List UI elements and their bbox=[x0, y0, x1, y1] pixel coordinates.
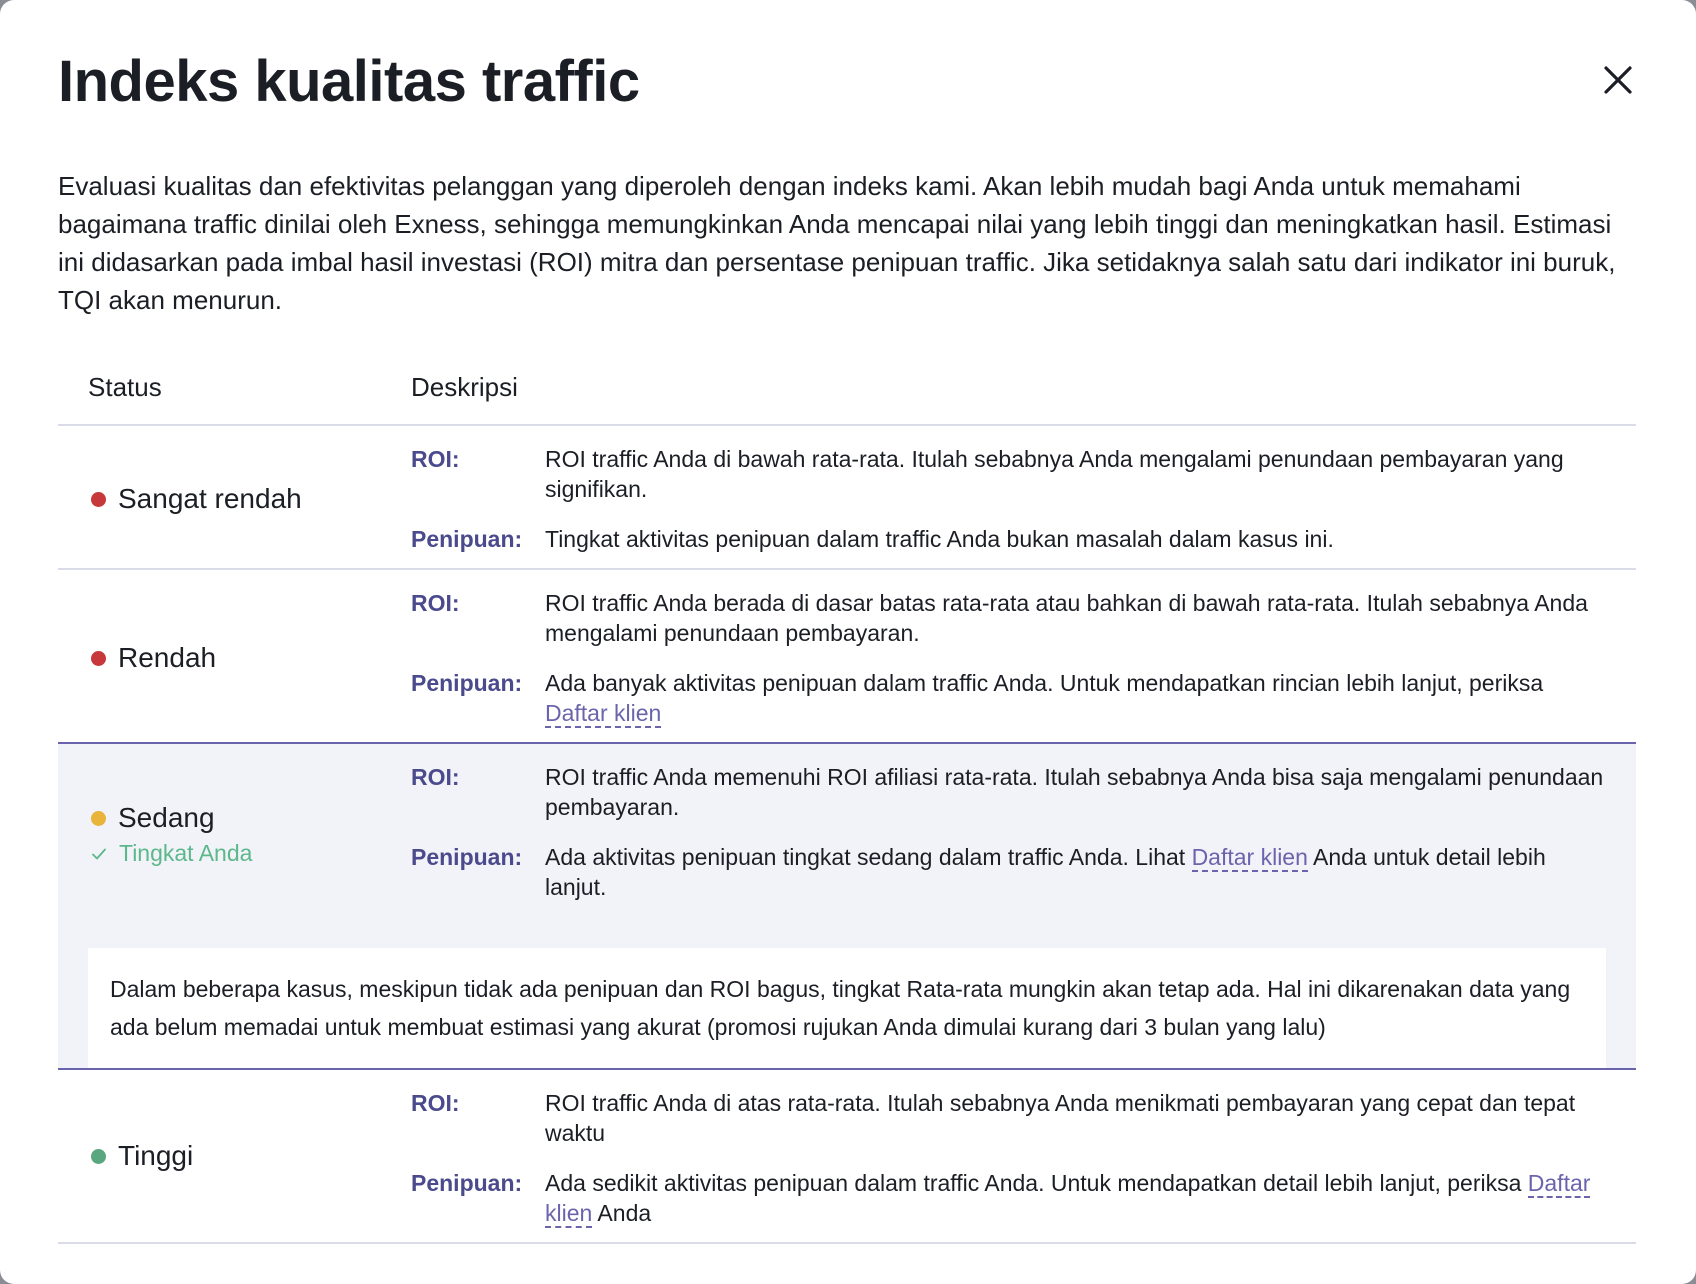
description-cell bbox=[411, 570, 1636, 742]
close-button[interactable] bbox=[1598, 60, 1638, 100]
table-header bbox=[58, 362, 1636, 426]
client-list-link[interactable]: Daftar klien bbox=[545, 1170, 1591, 1226]
status-label: Sangat rendah bbox=[118, 483, 302, 514]
fraud-text-before: Ada sedikit aktivitas penipuan dalam traffic Anda. Untuk mendapatkan detail lebih lanjut, periksa bbox=[545, 1170, 1528, 1196]
status-label: Sedang bbox=[118, 802, 215, 833]
roi-item bbox=[411, 762, 1636, 822]
status-cell bbox=[91, 483, 302, 515]
intro-text: Evaluasi kualitas dan efektivitas pelanggan yang diperoleh dengan indeks kami. Akan lebih mudah bagi Anda untuk memahami bagaimana traffic dinilai oleh Exness, sehingga memungkinkan Anda mencapai nilai yang lebih tinggi dan meningkatkan hasil. Estimasi ini didasarkan pada imbal hasil investasi (ROI) mitra dan persentase penipuan traffic. Jika setidaknya salah satu dari indikator ini buruk, TQI akan menurun. bbox=[58, 171, 1616, 315]
tqi-table bbox=[58, 362, 1636, 1244]
table-row-medium-current bbox=[58, 742, 1636, 1070]
close-icon bbox=[1598, 60, 1638, 100]
roi-item bbox=[411, 1088, 1636, 1148]
description-cell bbox=[411, 426, 1636, 568]
fraud-text bbox=[545, 668, 1636, 728]
status-label: Rendah bbox=[118, 642, 217, 673]
header-status: Status bbox=[88, 372, 162, 402]
fraud-label: Penipuan: bbox=[411, 670, 523, 696]
fraud-label: Penipuan: bbox=[411, 844, 523, 870]
client-list-link[interactable]: Daftar klien bbox=[545, 700, 662, 726]
fraud-text: Tingkat aktivitas penipuan dalam traffic Anda bukan masalah dalam kasus ini. bbox=[545, 526, 1334, 552]
modal-title: Indeks kualitas traffic bbox=[58, 49, 640, 114]
fraud-item bbox=[411, 524, 1636, 554]
roi-text: ROI traffic Anda berada di dasar batas rata-rata atau bahkan di bawah rata-rata. Itulah sebabnya Anda mengalami penundaan pembayaran. bbox=[545, 590, 1588, 646]
roi-label: ROI: bbox=[411, 1090, 460, 1116]
fraud-label: Penipuan: bbox=[411, 1170, 523, 1196]
status-cell bbox=[91, 642, 216, 674]
fraud-label: Penipuan: bbox=[411, 526, 523, 552]
table-row-high bbox=[58, 1070, 1636, 1244]
roi-text: ROI traffic Anda di bawah rata-rata. Itulah sebabnya Anda mengalami penundaan pembayaran yang signifikan. bbox=[545, 446, 1564, 502]
roi-label: ROI: bbox=[411, 590, 460, 616]
status-dot-green bbox=[91, 1149, 106, 1164]
check-icon bbox=[91, 846, 107, 862]
your-level-label: Tingkat Anda bbox=[119, 840, 253, 866]
description-cell bbox=[411, 1070, 1636, 1242]
fraud-text-before: Ada banyak aktivitas penipuan dalam traffic Anda. Untuk mendapatkan rincian lebih lanjut, periksa bbox=[545, 670, 1544, 696]
status-dot-red bbox=[91, 492, 106, 507]
roi-label: ROI: bbox=[411, 764, 460, 790]
medium-level-note: Dalam beberapa kasus, meskipun tidak ada penipuan dan ROI bagus, tingkat Rata-rata mungkin akan tetap ada. Hal ini dikarenakan data yang ada belum memadai untuk membuat estimasi yang akurat (promosi rujukan Anda dimulai kurang dari 3 bulan yang lalu) bbox=[88, 948, 1606, 1068]
fraud-item bbox=[411, 1168, 1636, 1228]
roi-text: ROI traffic Anda di atas rata-rata. Itulah sebabnya Anda menikmati pembayaran yang cepat dan tepat waktu bbox=[545, 1090, 1576, 1146]
roi-text: ROI traffic Anda memenuhi ROI afiliasi rata-rata. Itulah sebabnya Anda bisa saja mengalami penundaan pembayaran. bbox=[545, 764, 1604, 820]
roi-label: ROI: bbox=[411, 446, 460, 472]
roi-item bbox=[411, 588, 1636, 648]
status-cell bbox=[91, 802, 252, 867]
roi-item bbox=[411, 444, 1636, 504]
fraud-text-before: Ada aktivitas penipuan tingkat sedang dalam traffic Anda. Lihat bbox=[545, 844, 1192, 870]
fraud-text-after: Anda bbox=[592, 1200, 652, 1226]
fraud-item bbox=[411, 842, 1636, 902]
your-level-indicator bbox=[91, 840, 252, 867]
table-row-very-low bbox=[58, 426, 1636, 570]
status-label: Tinggi bbox=[118, 1140, 194, 1171]
fraud-text-after: Anda untuk detail lebih lanjut. bbox=[545, 844, 1546, 900]
client-list-link[interactable]: Daftar klien bbox=[1191, 844, 1308, 870]
status-dot-yellow bbox=[91, 811, 106, 826]
fraud-item bbox=[411, 668, 1636, 728]
status-cell bbox=[91, 1140, 193, 1172]
status-dot-red bbox=[91, 651, 106, 666]
fraud-text bbox=[545, 842, 1636, 902]
description-cell bbox=[411, 744, 1636, 916]
table-row-low bbox=[58, 570, 1636, 744]
header-description: Deskripsi bbox=[411, 372, 518, 402]
fraud-text bbox=[545, 1168, 1636, 1228]
